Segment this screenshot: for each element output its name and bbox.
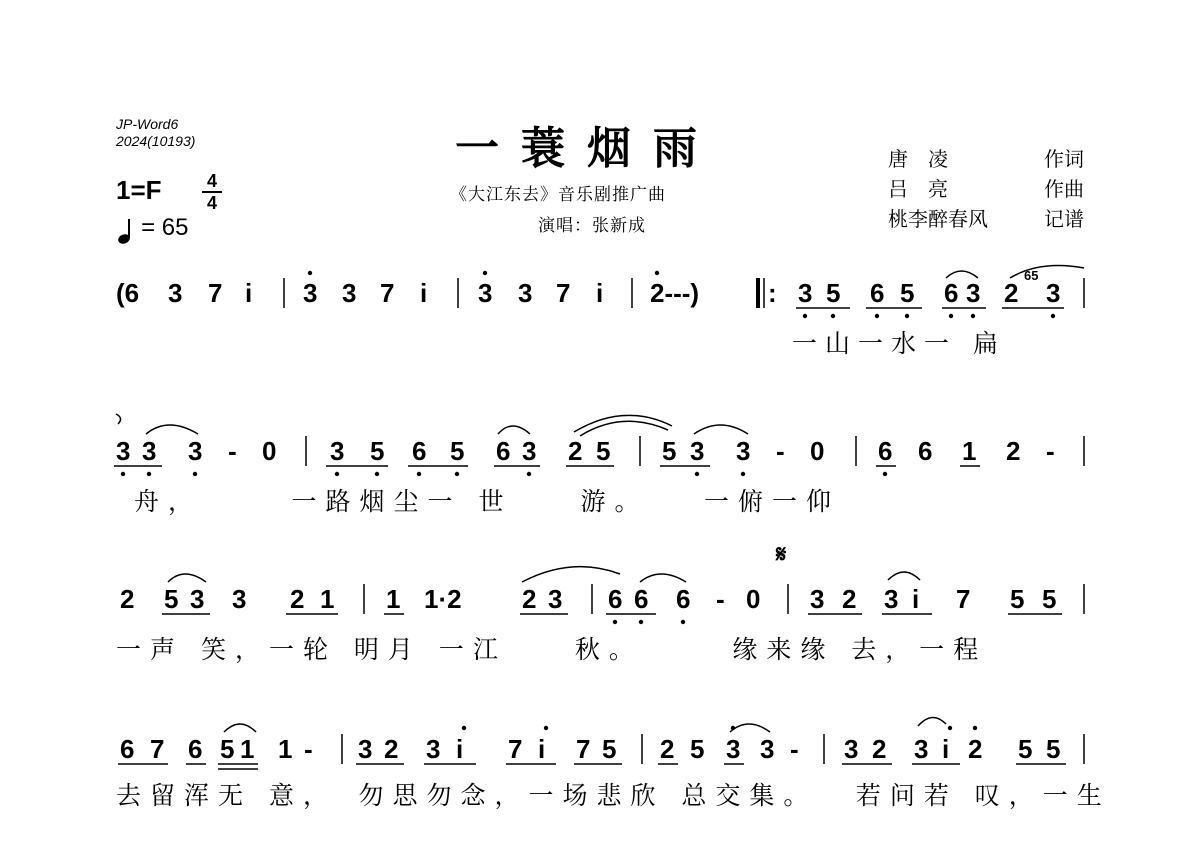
- tempo-marking: [116, 214, 188, 246]
- svg-text:0: 0: [810, 436, 825, 466]
- svg-text:0: 0: [262, 436, 277, 466]
- svg-text:2: 2: [872, 734, 887, 764]
- svg-text:5: 5: [450, 436, 465, 466]
- svg-text:3: 3: [548, 584, 563, 614]
- svg-text:3: 3: [342, 278, 357, 308]
- svg-text:i: i: [912, 584, 920, 614]
- svg-text:i: i: [456, 734, 464, 764]
- svg-text:6: 6: [496, 436, 511, 466]
- svg-text:3: 3: [914, 734, 929, 764]
- svg-text:5: 5: [690, 734, 705, 764]
- credit-role: 作词: [1044, 147, 1084, 171]
- score-line-1: [0, 262, 1200, 362]
- score-line-3: [0, 560, 1200, 670]
- lyrics-line-4: 去留浑无 意， 勿思勿念，一场悲欣 总交集。 若问若 叹，一生: [116, 781, 1111, 810]
- svg-text:-: -: [304, 734, 313, 764]
- svg-text:5: 5: [164, 584, 179, 614]
- time-sig-top: 4: [206, 171, 217, 191]
- svg-text:6: 6: [918, 436, 933, 466]
- svg-text:-: -: [716, 584, 725, 614]
- svg-text:2: 2: [1004, 278, 1019, 308]
- credit-name: 吕 亮: [888, 177, 948, 201]
- svg-text:7: 7: [380, 278, 395, 308]
- grace-notes: 65: [1024, 268, 1039, 283]
- svg-text:5: 5: [596, 436, 611, 466]
- svg-text:3: 3: [966, 278, 981, 308]
- svg-text:7: 7: [556, 278, 571, 308]
- svg-text:5: 5: [826, 278, 841, 308]
- svg-text:5: 5: [1046, 734, 1061, 764]
- svg-text:1: 1: [240, 734, 255, 764]
- score-line-4-drawing: [0, 712, 1200, 832]
- svg-text:3: 3: [426, 734, 441, 764]
- score-line-1-drawing: [0, 262, 1200, 362]
- svg-text:i: i: [538, 734, 546, 764]
- svg-text:-: -: [776, 436, 785, 466]
- svg-text:3: 3: [303, 278, 318, 308]
- svg-text:3: 3: [726, 734, 741, 764]
- svg-text:3: 3: [190, 584, 205, 614]
- singer-line: 演唱：张新成: [538, 216, 646, 236]
- svg-text:3: 3: [330, 436, 345, 466]
- svg-text:-: -: [790, 734, 799, 764]
- credit-name: 桃李醉春风: [888, 207, 988, 231]
- lyrics-line-1: 一山一水一 扁: [792, 329, 1006, 358]
- svg-text:3: 3: [116, 436, 131, 466]
- svg-text:5: 5: [900, 278, 915, 308]
- svg-text:i: i: [942, 734, 950, 764]
- svg-text:3: 3: [142, 436, 157, 466]
- credit-lyricist: [888, 144, 1084, 174]
- svg-text:6: 6: [944, 278, 959, 308]
- svg-text:5: 5: [602, 734, 617, 764]
- svg-text:2: 2: [842, 584, 857, 614]
- svg-text:i: i: [596, 278, 604, 308]
- svg-text:5: 5: [370, 436, 385, 466]
- tempo-value: = 65: [141, 214, 189, 241]
- svg-text:3: 3: [1046, 278, 1061, 308]
- svg-text:6: 6: [676, 584, 691, 614]
- svg-text:3: 3: [478, 278, 493, 308]
- software-name: JP-Word6: [116, 116, 179, 132]
- segno-icon: 𝄋: [776, 540, 787, 568]
- svg-text:7: 7: [508, 734, 523, 764]
- svg-text:7: 7: [208, 278, 223, 308]
- svg-text::: :: [768, 278, 777, 308]
- svg-text:3: 3: [522, 436, 537, 466]
- svg-text:5: 5: [220, 734, 235, 764]
- svg-text:-: -: [1046, 436, 1055, 466]
- software-version: 2024(10193): [116, 133, 196, 149]
- credits-block: [888, 144, 1084, 234]
- lyrics-line-2: 舟， 一路烟尘一 世 游。 一俯一仰: [134, 487, 840, 516]
- svg-text:3: 3: [884, 584, 899, 614]
- svg-text:2: 2: [660, 734, 675, 764]
- svg-text:1·2: 1·2: [424, 584, 462, 614]
- svg-text:6: 6: [634, 584, 649, 614]
- svg-text:1: 1: [386, 584, 401, 614]
- svg-text:i: i: [245, 278, 253, 308]
- svg-text:3: 3: [760, 734, 775, 764]
- svg-text:3: 3: [736, 436, 751, 466]
- svg-text:2: 2: [120, 584, 135, 614]
- svg-text:3: 3: [232, 584, 247, 614]
- svg-text:7: 7: [150, 734, 165, 764]
- credit-transcriber: [888, 204, 1084, 234]
- svg-text:6: 6: [878, 436, 893, 466]
- svg-text:3: 3: [518, 278, 533, 308]
- svg-text:3: 3: [168, 278, 183, 308]
- svg-text:6: 6: [188, 734, 203, 764]
- svg-text:2: 2: [290, 584, 305, 614]
- svg-text:3: 3: [798, 278, 813, 308]
- svg-text:2: 2: [384, 734, 399, 764]
- svg-text:5: 5: [1018, 734, 1033, 764]
- svg-text:7: 7: [576, 734, 591, 764]
- svg-text:1: 1: [320, 584, 335, 614]
- credit-role: 作曲: [1044, 177, 1084, 201]
- svg-text:2---): 2---): [650, 278, 700, 308]
- svg-text:1: 1: [278, 734, 293, 764]
- svg-text:3: 3: [188, 436, 203, 466]
- svg-text:7: 7: [956, 584, 971, 614]
- score-line-2: [0, 410, 1200, 520]
- key-signature: 1=F: [116, 175, 162, 205]
- svg-text:6: 6: [412, 436, 427, 466]
- song-subtitle: 《大江东去》音乐剧推广曲: [450, 185, 666, 205]
- svg-text:3: 3: [690, 436, 705, 466]
- svg-text:2: 2: [522, 584, 537, 614]
- svg-text:3: 3: [810, 584, 825, 614]
- svg-text:3: 3: [844, 734, 859, 764]
- score-line-4: [0, 712, 1200, 832]
- credit-name: 唐 凌: [888, 147, 948, 171]
- svg-text:6: 6: [120, 734, 135, 764]
- svg-text:6: 6: [608, 584, 623, 614]
- svg-text:2: 2: [568, 436, 583, 466]
- svg-text:2: 2: [1006, 436, 1021, 466]
- svg-text:-: -: [228, 436, 237, 466]
- svg-text:2: 2: [968, 734, 983, 764]
- credit-composer: [888, 174, 1084, 204]
- svg-text:0: 0: [746, 584, 761, 614]
- svg-text:6: 6: [870, 278, 885, 308]
- lyrics-line-3: 一声 笑，一轮 明月 一江 秋。 缘来缘 去，一程: [116, 635, 988, 664]
- svg-text:5: 5: [1042, 584, 1057, 614]
- svg-text:5: 5: [1010, 584, 1025, 614]
- time-signature: [202, 172, 222, 212]
- svg-text:5: 5: [662, 436, 677, 466]
- time-sig-bottom: 4: [206, 193, 217, 213]
- svg-text:i: i: [420, 278, 428, 308]
- svg-text:(6: (6: [116, 278, 140, 308]
- credit-role: 记谱: [1044, 207, 1084, 231]
- software-label: [116, 116, 195, 150]
- svg-text:1: 1: [962, 436, 977, 466]
- quarter-note-icon: [116, 216, 136, 246]
- song-title: 一蓑烟雨: [455, 123, 719, 174]
- svg-text:3: 3: [358, 734, 373, 764]
